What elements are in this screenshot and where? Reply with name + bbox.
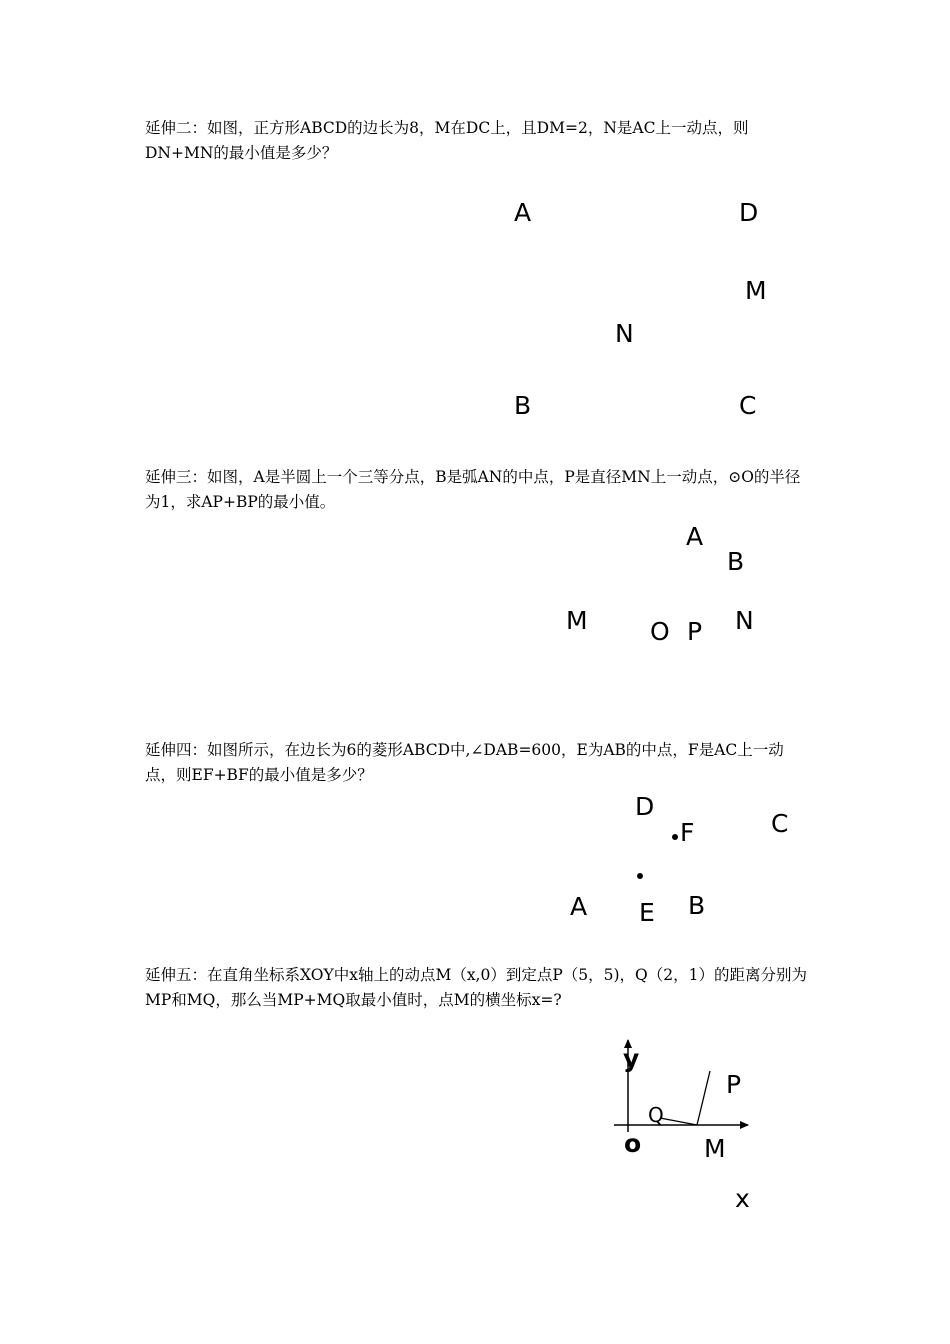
problem-4-text: 延伸四：如图所示，在边长为6的菱形ABCD中,∠DAB=600，E为AB的中点，F是AC上一动点，则EF+BF的最小值是多少？ <box>145 741 784 784</box>
point-label-e: E <box>639 898 655 927</box>
problem-3-text: 延伸三：如图，A是半圆上一个三等分点，B是弧AN的中点，P是直径MN上一动点，⊙O的半径为1，求AP+BP的最小值。 <box>145 468 801 511</box>
point-label-q: Q <box>648 1103 664 1127</box>
problem-5-text: 延伸五：在直角坐标系XOY中x轴上的动点M（x,0）到定点P（5，5)，Q（2，1）的距离分别为MP和MQ，那么当MP+MQ取最小值时，点M的横坐标x=? <box>145 966 807 1009</box>
axis-label-x: x <box>735 1184 750 1213</box>
point-label-n: N <box>735 606 754 635</box>
point-label-m: M <box>566 606 588 635</box>
point-label-d: D <box>739 198 759 227</box>
point-label-a: A <box>686 522 704 551</box>
point-label-c: C <box>739 391 757 420</box>
segment-mp <box>697 1071 710 1125</box>
point-label-m: M <box>704 1134 726 1163</box>
axis-label-y: y <box>623 1044 640 1073</box>
point-label-f: F <box>680 818 695 847</box>
point-label-a: A <box>570 892 588 921</box>
point-label-n: N <box>615 319 634 348</box>
point-label-p: P <box>687 617 703 646</box>
problem-2-text: 延伸二：如图，正方形ABCD的边长为8，M在DC上，且DM=2，N是AC上一动点，则DN+MN的最小值是多少？ <box>145 119 749 162</box>
point-label-b: B <box>727 547 745 576</box>
point-label-b: B <box>688 891 706 920</box>
segment-qm <box>660 1118 697 1125</box>
origin-label: o <box>624 1129 642 1158</box>
point-label-c: C <box>771 809 789 838</box>
point-label-d: D <box>635 792 655 821</box>
point-label-b: B <box>514 391 532 420</box>
point-label-a: A <box>514 198 532 227</box>
point-label-o: O <box>650 617 670 646</box>
point-label-p: P <box>726 1070 742 1099</box>
point-label-m: M <box>745 276 767 305</box>
